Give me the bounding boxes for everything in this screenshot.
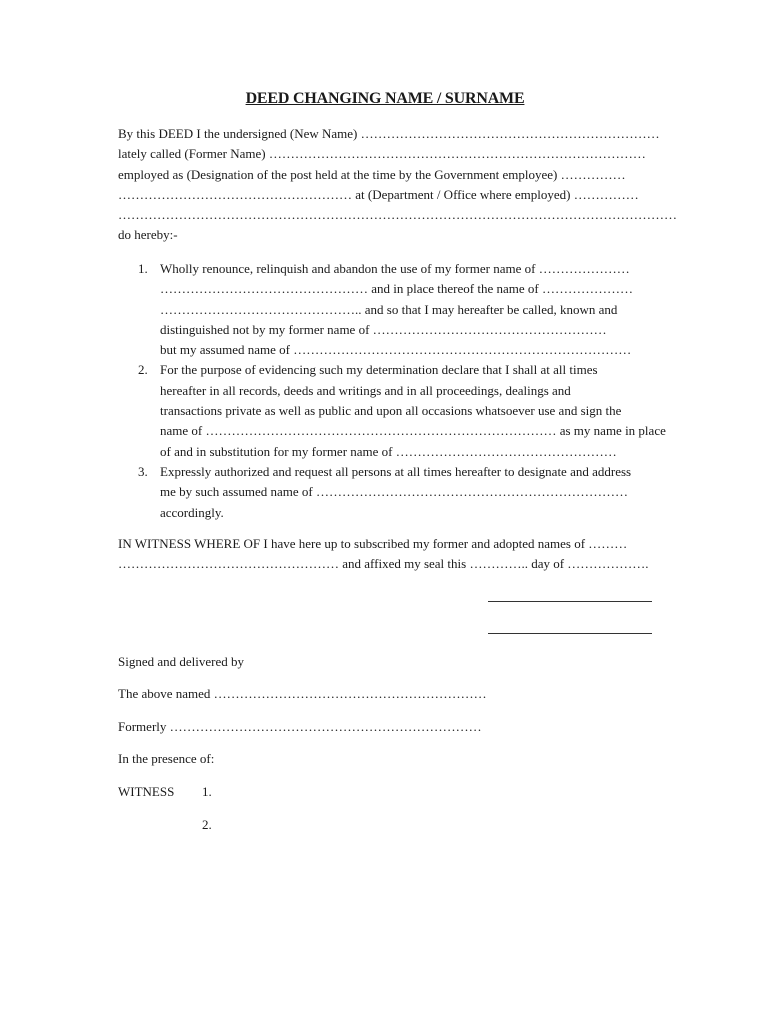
intro-paragraph	[118, 124, 677, 246]
page-title: DEED CHANGING NAME / SURNAME	[245, 90, 525, 107]
above-named-field: The above named ………………………………………………………	[118, 686, 487, 701]
clause-line: but my assumed name of ……………………………………………………………………	[160, 342, 632, 358]
signature-line-adopted	[488, 633, 652, 634]
clause-number: 2.	[138, 362, 148, 378]
intro-line: employed as (Designation of the post held at the time by the Government employee) ……………	[118, 166, 626, 182]
witness-number-2: 2.	[202, 817, 212, 832]
witness-clause-line: IN WITNESS WHERE OF I have here up to subscribed my former and adopted names of ………	[118, 536, 628, 551]
clause-line: ………………………………………… and in place thereof the name of …………………	[160, 281, 633, 297]
signature-line-former	[488, 601, 652, 602]
clause-line: transactions private as well as public and upon all occasions whatsoever use and sign the	[160, 403, 622, 419]
intro-line: By this DEED I the undersigned (New Name) ……………………………………………………………	[118, 126, 660, 141]
witness-number-1: 1.	[202, 784, 212, 799]
clause-line: me by such assumed name of ………………………………………………………………	[160, 484, 628, 500]
witness-clause-line: …………………………………………… and affixed my seal this ………….. day of ……………….	[118, 556, 649, 572]
clause-line: name of ……………………………………………………………………… as my name in place	[160, 423, 666, 439]
intro-line: ……………………………………………… at (Department / Office where employed) ……………	[118, 186, 639, 202]
witness-clause	[118, 534, 653, 575]
clause-line: distinguished not by my former name of ………………………………………………	[160, 321, 607, 337]
intro-line: lately called (Former Name) ……………………………………………………………………………	[118, 146, 646, 162]
formerly-field: Formerly ………………………………………………………………	[118, 719, 482, 734]
clause-item	[118, 360, 666, 461]
clause-line: Expressly authorized and request all persons at all times hereafter to designate and address	[160, 463, 632, 479]
clause-line: accordingly.	[160, 504, 224, 520]
clause-line: hereafter in all records, deeds and writings and in all proceedings, dealings and	[160, 382, 571, 398]
clause-list	[118, 259, 666, 523]
clause-line: ……………………………………….. and so that I may hereafter be called, known and	[160, 301, 618, 317]
clause-number: 3.	[138, 463, 148, 479]
clause-item	[118, 462, 658, 523]
clause-item	[118, 259, 658, 360]
clause-line: Wholly renounce, relinquish and abandon the use of my former name of …………………	[160, 261, 630, 276]
clause-number: 1.	[138, 261, 148, 276]
clause-line: of and in substitution for my former name of ……………………………………………	[160, 443, 617, 459]
intro-line: do hereby:-	[118, 227, 178, 243]
signed-delivered-label: Signed and delivered by	[118, 654, 244, 669]
witness-label: WITNESS	[118, 784, 175, 799]
clause-line: For the purpose of evidencing such my determination declare that I shall at all times	[160, 362, 598, 378]
intro-line: …………………………………………………………………………………………………………………	[118, 207, 677, 223]
presence-label: In the presence of:	[118, 751, 215, 766]
